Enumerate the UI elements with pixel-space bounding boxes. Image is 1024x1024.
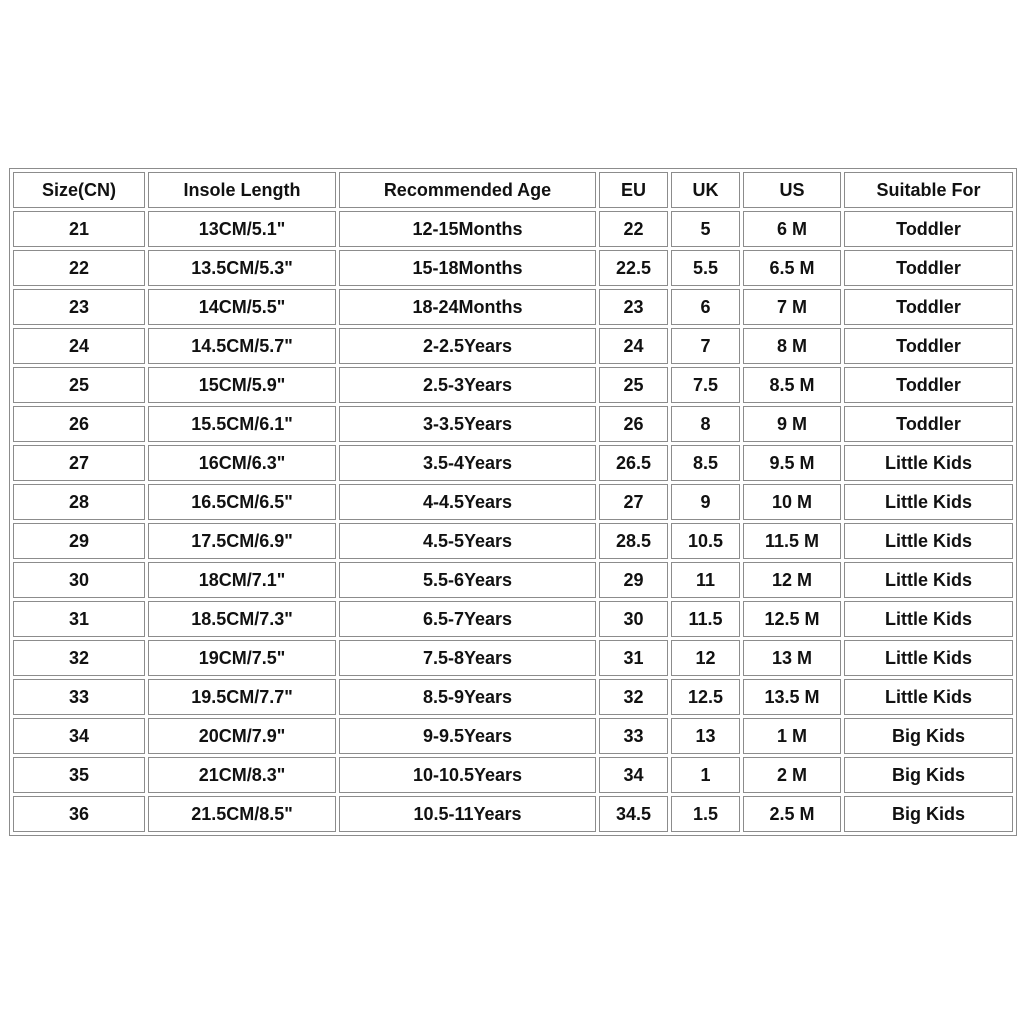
suitable-for-cell: Toddler: [844, 211, 1013, 247]
insole-length-cell: 19.5CM/7.7": [148, 679, 336, 715]
us-cell: 2 M: [743, 757, 841, 793]
size-cn-cell: 35: [13, 757, 145, 793]
suitable-for-cell: Little Kids: [844, 640, 1013, 676]
table-row: [13, 367, 1013, 403]
table-row: [13, 250, 1013, 286]
uk-cell: 8.5: [671, 445, 740, 481]
insole-length-cell: 13.5CM/5.3": [148, 250, 336, 286]
uk-cell: 9: [671, 484, 740, 520]
header-us: US: [743, 172, 841, 208]
suitable-for-cell: Little Kids: [844, 601, 1013, 637]
eu-cell: 23: [599, 289, 668, 325]
us-cell: 13 M: [743, 640, 841, 676]
insole-length-cell: 21.5CM/8.5": [148, 796, 336, 832]
us-cell: 11.5 M: [743, 523, 841, 559]
recommended-age-cell: 12-15Months: [339, 211, 596, 247]
recommended-age-cell: 10-10.5Years: [339, 757, 596, 793]
size-cn-cell: 23: [13, 289, 145, 325]
table-row: [13, 601, 1013, 637]
size-cn-cell: 34: [13, 718, 145, 754]
suitable-for-cell: Little Kids: [844, 679, 1013, 715]
size-cn-cell: 32: [13, 640, 145, 676]
eu-cell: 31: [599, 640, 668, 676]
size-cn-cell: 33: [13, 679, 145, 715]
suitable-for-cell: Toddler: [844, 406, 1013, 442]
recommended-age-cell: 8.5-9Years: [339, 679, 596, 715]
size-cn-cell: 31: [13, 601, 145, 637]
uk-cell: 11.5: [671, 601, 740, 637]
insole-length-cell: 21CM/8.3": [148, 757, 336, 793]
suitable-for-cell: Toddler: [844, 367, 1013, 403]
table-row: [13, 796, 1013, 832]
uk-cell: 5.5: [671, 250, 740, 286]
recommended-age-cell: 9-9.5Years: [339, 718, 596, 754]
insole-length-cell: 15.5CM/6.1": [148, 406, 336, 442]
insole-length-cell: 18.5CM/7.3": [148, 601, 336, 637]
insole-length-cell: 13CM/5.1": [148, 211, 336, 247]
suitable-for-cell: Toddler: [844, 250, 1013, 286]
recommended-age-cell: 10.5-11Years: [339, 796, 596, 832]
us-cell: 8.5 M: [743, 367, 841, 403]
table-body: [13, 211, 1013, 832]
suitable-for-cell: Toddler: [844, 289, 1013, 325]
us-cell: 12 M: [743, 562, 841, 598]
header-suitable-for: Suitable For: [844, 172, 1013, 208]
uk-cell: 1: [671, 757, 740, 793]
us-cell: 10 M: [743, 484, 841, 520]
uk-cell: 13: [671, 718, 740, 754]
uk-cell: 12.5: [671, 679, 740, 715]
eu-cell: 25: [599, 367, 668, 403]
uk-cell: 5: [671, 211, 740, 247]
size-chart-table: [9, 168, 1017, 836]
table-row: [13, 757, 1013, 793]
eu-cell: 28.5: [599, 523, 668, 559]
eu-cell: 34.5: [599, 796, 668, 832]
us-cell: 6 M: [743, 211, 841, 247]
size-cn-cell: 27: [13, 445, 145, 481]
suitable-for-cell: Little Kids: [844, 484, 1013, 520]
suitable-for-cell: Big Kids: [844, 796, 1013, 832]
recommended-age-cell: 15-18Months: [339, 250, 596, 286]
insole-length-cell: 19CM/7.5": [148, 640, 336, 676]
table-row: [13, 445, 1013, 481]
header-size-cn: Size(CN): [13, 172, 145, 208]
header-recommended-age: Recommended Age: [339, 172, 596, 208]
suitable-for-cell: Little Kids: [844, 523, 1013, 559]
suitable-for-cell: Big Kids: [844, 757, 1013, 793]
insole-length-cell: 14CM/5.5": [148, 289, 336, 325]
us-cell: 8 M: [743, 328, 841, 364]
uk-cell: 12: [671, 640, 740, 676]
header-uk: UK: [671, 172, 740, 208]
us-cell: 13.5 M: [743, 679, 841, 715]
eu-cell: 22.5: [599, 250, 668, 286]
table-row: [13, 718, 1013, 754]
uk-cell: 7.5: [671, 367, 740, 403]
us-cell: 6.5 M: [743, 250, 841, 286]
header-row: [13, 172, 1013, 208]
us-cell: 12.5 M: [743, 601, 841, 637]
insole-length-cell: 18CM/7.1": [148, 562, 336, 598]
eu-cell: 32: [599, 679, 668, 715]
table-row: [13, 484, 1013, 520]
eu-cell: 26.5: [599, 445, 668, 481]
eu-cell: 27: [599, 484, 668, 520]
table-row: [13, 562, 1013, 598]
insole-length-cell: 20CM/7.9": [148, 718, 336, 754]
suitable-for-cell: Toddler: [844, 328, 1013, 364]
uk-cell: 10.5: [671, 523, 740, 559]
eu-cell: 30: [599, 601, 668, 637]
table-header: [13, 172, 1013, 208]
size-cn-cell: 25: [13, 367, 145, 403]
recommended-age-cell: 6.5-7Years: [339, 601, 596, 637]
us-cell: 9.5 M: [743, 445, 841, 481]
size-cn-cell: 29: [13, 523, 145, 559]
recommended-age-cell: 4-4.5Years: [339, 484, 596, 520]
uk-cell: 7: [671, 328, 740, 364]
suitable-for-cell: Little Kids: [844, 445, 1013, 481]
insole-length-cell: 17.5CM/6.9": [148, 523, 336, 559]
header-eu: EU: [599, 172, 668, 208]
size-cn-cell: 24: [13, 328, 145, 364]
recommended-age-cell: 5.5-6Years: [339, 562, 596, 598]
suitable-for-cell: Big Kids: [844, 718, 1013, 754]
us-cell: 9 M: [743, 406, 841, 442]
eu-cell: 22: [599, 211, 668, 247]
recommended-age-cell: 2-2.5Years: [339, 328, 596, 364]
recommended-age-cell: 18-24Months: [339, 289, 596, 325]
header-insole-length: Insole Length: [148, 172, 336, 208]
recommended-age-cell: 4.5-5Years: [339, 523, 596, 559]
uk-cell: 6: [671, 289, 740, 325]
size-cn-cell: 36: [13, 796, 145, 832]
table-row: [13, 289, 1013, 325]
recommended-age-cell: 2.5-3Years: [339, 367, 596, 403]
recommended-age-cell: 3-3.5Years: [339, 406, 596, 442]
size-cn-cell: 30: [13, 562, 145, 598]
eu-cell: 33: [599, 718, 668, 754]
eu-cell: 26: [599, 406, 668, 442]
table-row: [13, 211, 1013, 247]
size-cn-cell: 22: [13, 250, 145, 286]
uk-cell: 1.5: [671, 796, 740, 832]
size-cn-cell: 21: [13, 211, 145, 247]
eu-cell: 29: [599, 562, 668, 598]
table-row: [13, 328, 1013, 364]
size-cn-cell: 28: [13, 484, 145, 520]
table-row: [13, 679, 1013, 715]
recommended-age-cell: 3.5-4Years: [339, 445, 596, 481]
suitable-for-cell: Little Kids: [844, 562, 1013, 598]
uk-cell: 11: [671, 562, 740, 598]
size-cn-cell: 26: [13, 406, 145, 442]
us-cell: 2.5 M: [743, 796, 841, 832]
eu-cell: 34: [599, 757, 668, 793]
recommended-age-cell: 7.5-8Years: [339, 640, 596, 676]
us-cell: 7 M: [743, 289, 841, 325]
uk-cell: 8: [671, 406, 740, 442]
table-row: [13, 523, 1013, 559]
table-row: [13, 640, 1013, 676]
table-row: [13, 406, 1013, 442]
eu-cell: 24: [599, 328, 668, 364]
insole-length-cell: 16.5CM/6.5": [148, 484, 336, 520]
us-cell: 1 M: [743, 718, 841, 754]
insole-length-cell: 16CM/6.3": [148, 445, 336, 481]
insole-length-cell: 15CM/5.9": [148, 367, 336, 403]
insole-length-cell: 14.5CM/5.7": [148, 328, 336, 364]
